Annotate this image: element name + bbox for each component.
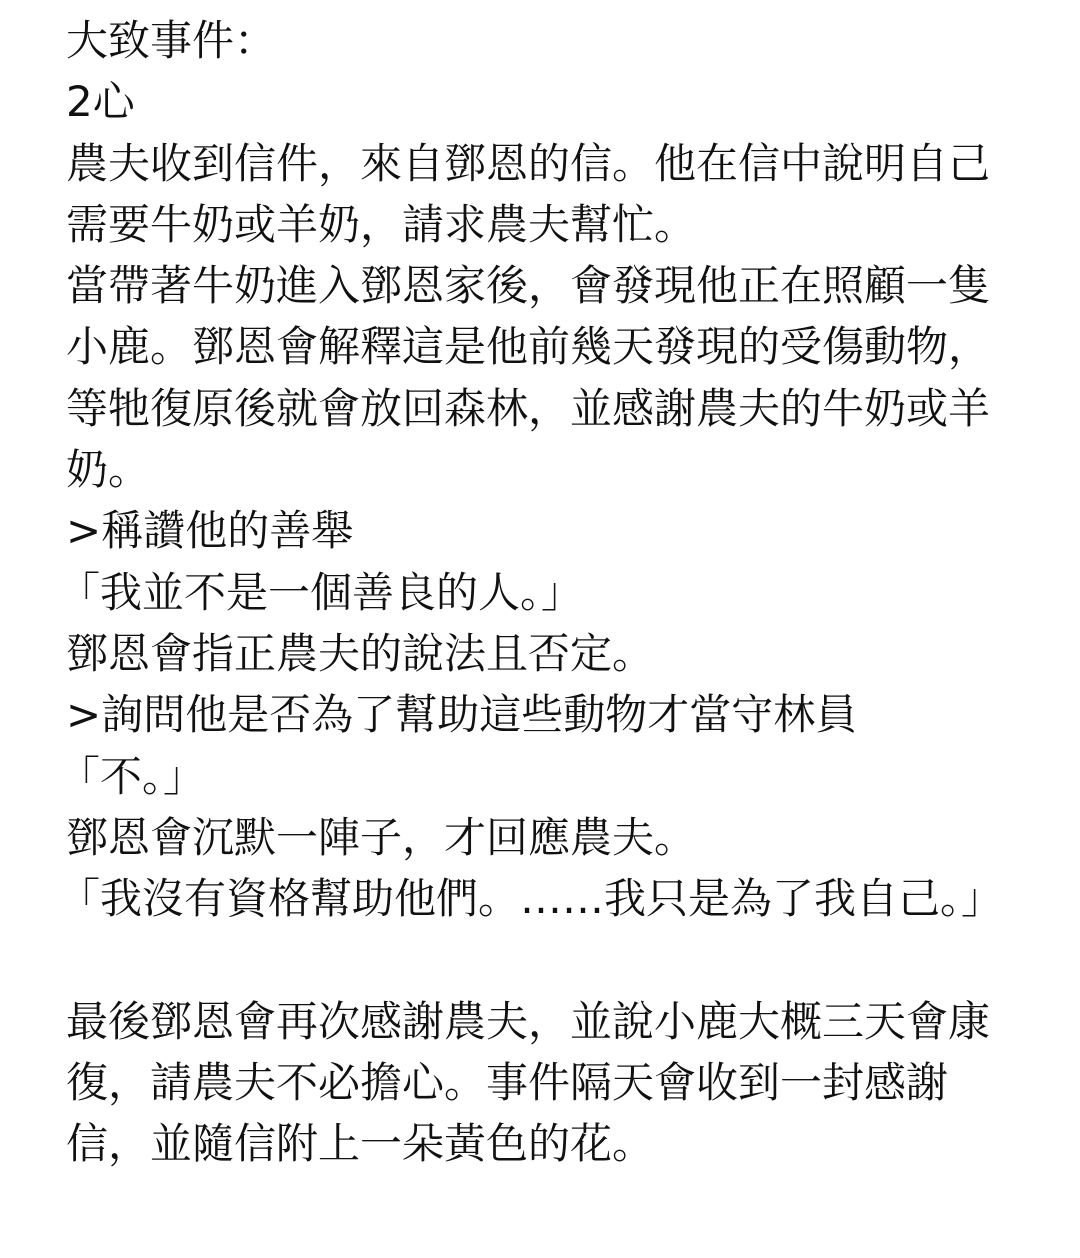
narration-deny: 鄧恩會指正農夫的說法且否定。: [66, 628, 655, 678]
spacer: [66, 929, 1006, 990]
quote-no: 「不。」: [58, 751, 206, 801]
heading: 大致事件：: [66, 16, 277, 65]
dialogue-option-ask: >詢問他是否為了幫助這些動物才當守林員: [66, 690, 858, 740]
paragraph-deer: 當帶著牛奶進入鄧恩家後，會發現他正在照顧一隻小鹿。鄧恩會解釋這是他前幾天發現的受傷動物，等牠復原後就會放回森林，並感謝農夫的牛奶或羊奶。: [66, 261, 991, 495]
paragraph-ending: 最後鄧恩會再次感謝農夫，並說小鹿大概三天會康復，請農夫不必擔心。事件隔天會收到一封感謝信，並隨信附上一朵黃色的花。: [66, 996, 991, 1169]
quote-not-kind: 「我並不是一個善良的人。」: [58, 567, 584, 617]
narration-silence: 鄧恩會沉默一陣子，才回應農夫。: [66, 812, 697, 862]
quote-for-myself: 「我沒有資格幫助他們。……我只是為了我自己。」: [58, 874, 1004, 924]
document-body: [58, 10, 1006, 1175]
dialogue-option-praise: >稱讚他的善舉: [66, 506, 354, 556]
paragraph-letter: 農夫收到信件，來自鄧恩的信。他在信中說明自己需要牛奶或羊奶，請求農夫幫忙。: [66, 138, 991, 249]
heart-level: 2心: [66, 77, 135, 127]
